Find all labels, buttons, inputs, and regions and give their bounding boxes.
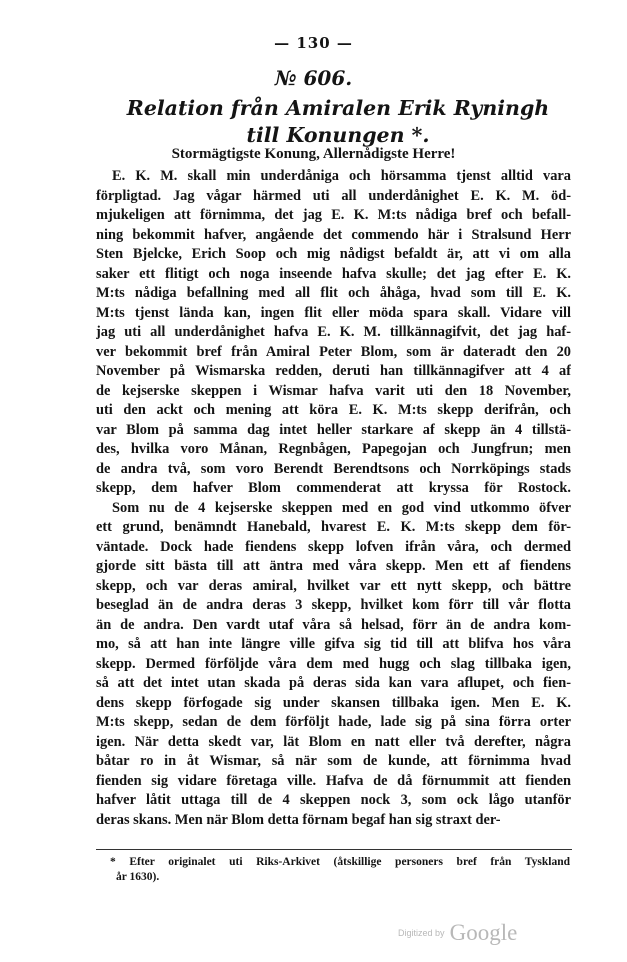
body-line: deras skans. Men när Blom detta förnam begaf han sig straxt der- (96, 811, 501, 828)
body-line: förpligtad. Jag vågar härmed uti all underdånighet E. K. M. öd- (96, 187, 571, 204)
watermark-prefix: Digitized by (398, 928, 445, 938)
body-line: fienden sig vidare företaga ville. Hafva de då förnummit att fienden (96, 772, 571, 789)
body-line: beseglad än de andra deras 3 skepp, hvilket kom förr till vår flotta (96, 597, 571, 613)
title-line: Relation från Amiralen Erik Ryningh (126, 96, 550, 120)
body-line: M:ts nådiga befallning med all flit och åhåga, hvad som till E. K. (96, 285, 571, 301)
body-line: uti den ackt och mening att köra E. K. M:ts skepp derifrån, och (96, 402, 571, 418)
body-line: de kejserske skeppen i Wismar hafva varit uti den 18 November, (96, 382, 571, 399)
body-line: M:ts tjenst lända kan, ingen flit eller möda spara skall. Vidare vill (96, 304, 571, 321)
body-line: dens skepp förfogade sig under skansen tillbaka igen. Men E. K. (96, 694, 571, 711)
body-line: så att det intet utan skada på deras sida kan vara aflupet, och fien- (96, 675, 571, 691)
document-number: № 606. (274, 66, 353, 90)
body-line: November på Wismarska redden, deruti han tillkännagifver att 4 af (96, 363, 571, 379)
body-line: jag uti all underdånighet hafva E. K. M. tillkännagifvit, det jag haf- (96, 324, 571, 340)
body-line: än de andra. Den vardt utaf våra så helsad, förr än de andra kom- (96, 616, 571, 633)
document-title (88, 95, 588, 149)
body-line: saker ett flitigt och noga inseende hafva skulle; det jag efter E. K. (96, 265, 571, 282)
letter-body (96, 167, 571, 830)
salutation: Stormägtigste Konung, Allernådigste Herre! (171, 146, 456, 162)
body-line: skepp, och var deras amiral, hvilket var ett nytt skepp, och bättre (96, 577, 571, 594)
body-line: gjorde sitt bästa till att äntra med våra skepp. Men ett af fiendens (96, 558, 571, 574)
body-line: båtar ro in åt Wismar, så när som de kunde, att förnimma hvad (96, 753, 571, 769)
body-line: ett grund, benämndt Hanebald, hvarest E. K. M:ts skepp dem för- (96, 519, 571, 535)
body-line: skepp. Dermed förföljde våra dem med hugg och slag tillbaka igen, (96, 655, 571, 672)
body-line: hafver låtit uttaga till de 4 skeppen nock 3, som ock lågo utanför (96, 792, 571, 808)
body-line: M:ts skepp, sedan de dem förföljt hade, lade sig på sina förra orter (96, 714, 571, 730)
footnote-divider (96, 849, 572, 850)
body-line: skepp, dem hafver Blom commenderat att kryssa för Rostock. (96, 480, 571, 496)
body-line: var Blom på samma dag intet heller starkare af skepp än 4 tillstä- (96, 421, 571, 438)
body-line: E. K. M. skall min underdåniga och hörsamma tjenst alltid vara (112, 168, 571, 184)
google-logo: Google (449, 920, 518, 945)
body-line: mjukeligen att förnimma, det jag E. K. M:ts nådiga bref och befall- (96, 207, 571, 223)
page-number: — 130 — (274, 34, 353, 52)
body-line: Som nu de 4 kejserske skeppen med en god vind utkommo öfver (112, 499, 571, 516)
footnote-line: * Efter originalet uti Riks-Arkivet (åtskillige personers bref från Tyskland (110, 856, 570, 868)
footnote (110, 855, 570, 885)
body-line: des, hvilka voro Månan, Regnbågen, Papegojan och Jungfrun; men (96, 441, 571, 457)
footnote-line: år 1630). (116, 871, 160, 883)
body-line: igen. När detta skedt var, lät Blom en natt eller två derefter, några (96, 733, 571, 750)
body-line: de andra två, som voro Berendt Berendtsons och Norrköpings stads (96, 460, 571, 477)
digitization-watermark (398, 920, 517, 946)
body-line: mo, så att han inte längre ville gifva sig tid till att blifva hos våra (96, 636, 571, 652)
title-line: till Konungen *. (246, 123, 430, 147)
body-line: ver bekommit bref från Amiral Peter Blom, som är dateradt den 20 (96, 343, 571, 360)
body-line: ning bekommit hafver, angående det commendo här i Stralsund Herr (96, 226, 571, 243)
body-line: väntade. Dock hade fiendens skepp lofven ifrån våra, och dermed (96, 538, 571, 555)
body-line: Sten Bjelcke, Erich Soop och mig nådigst befaldt är, att vi om alla (96, 246, 571, 262)
